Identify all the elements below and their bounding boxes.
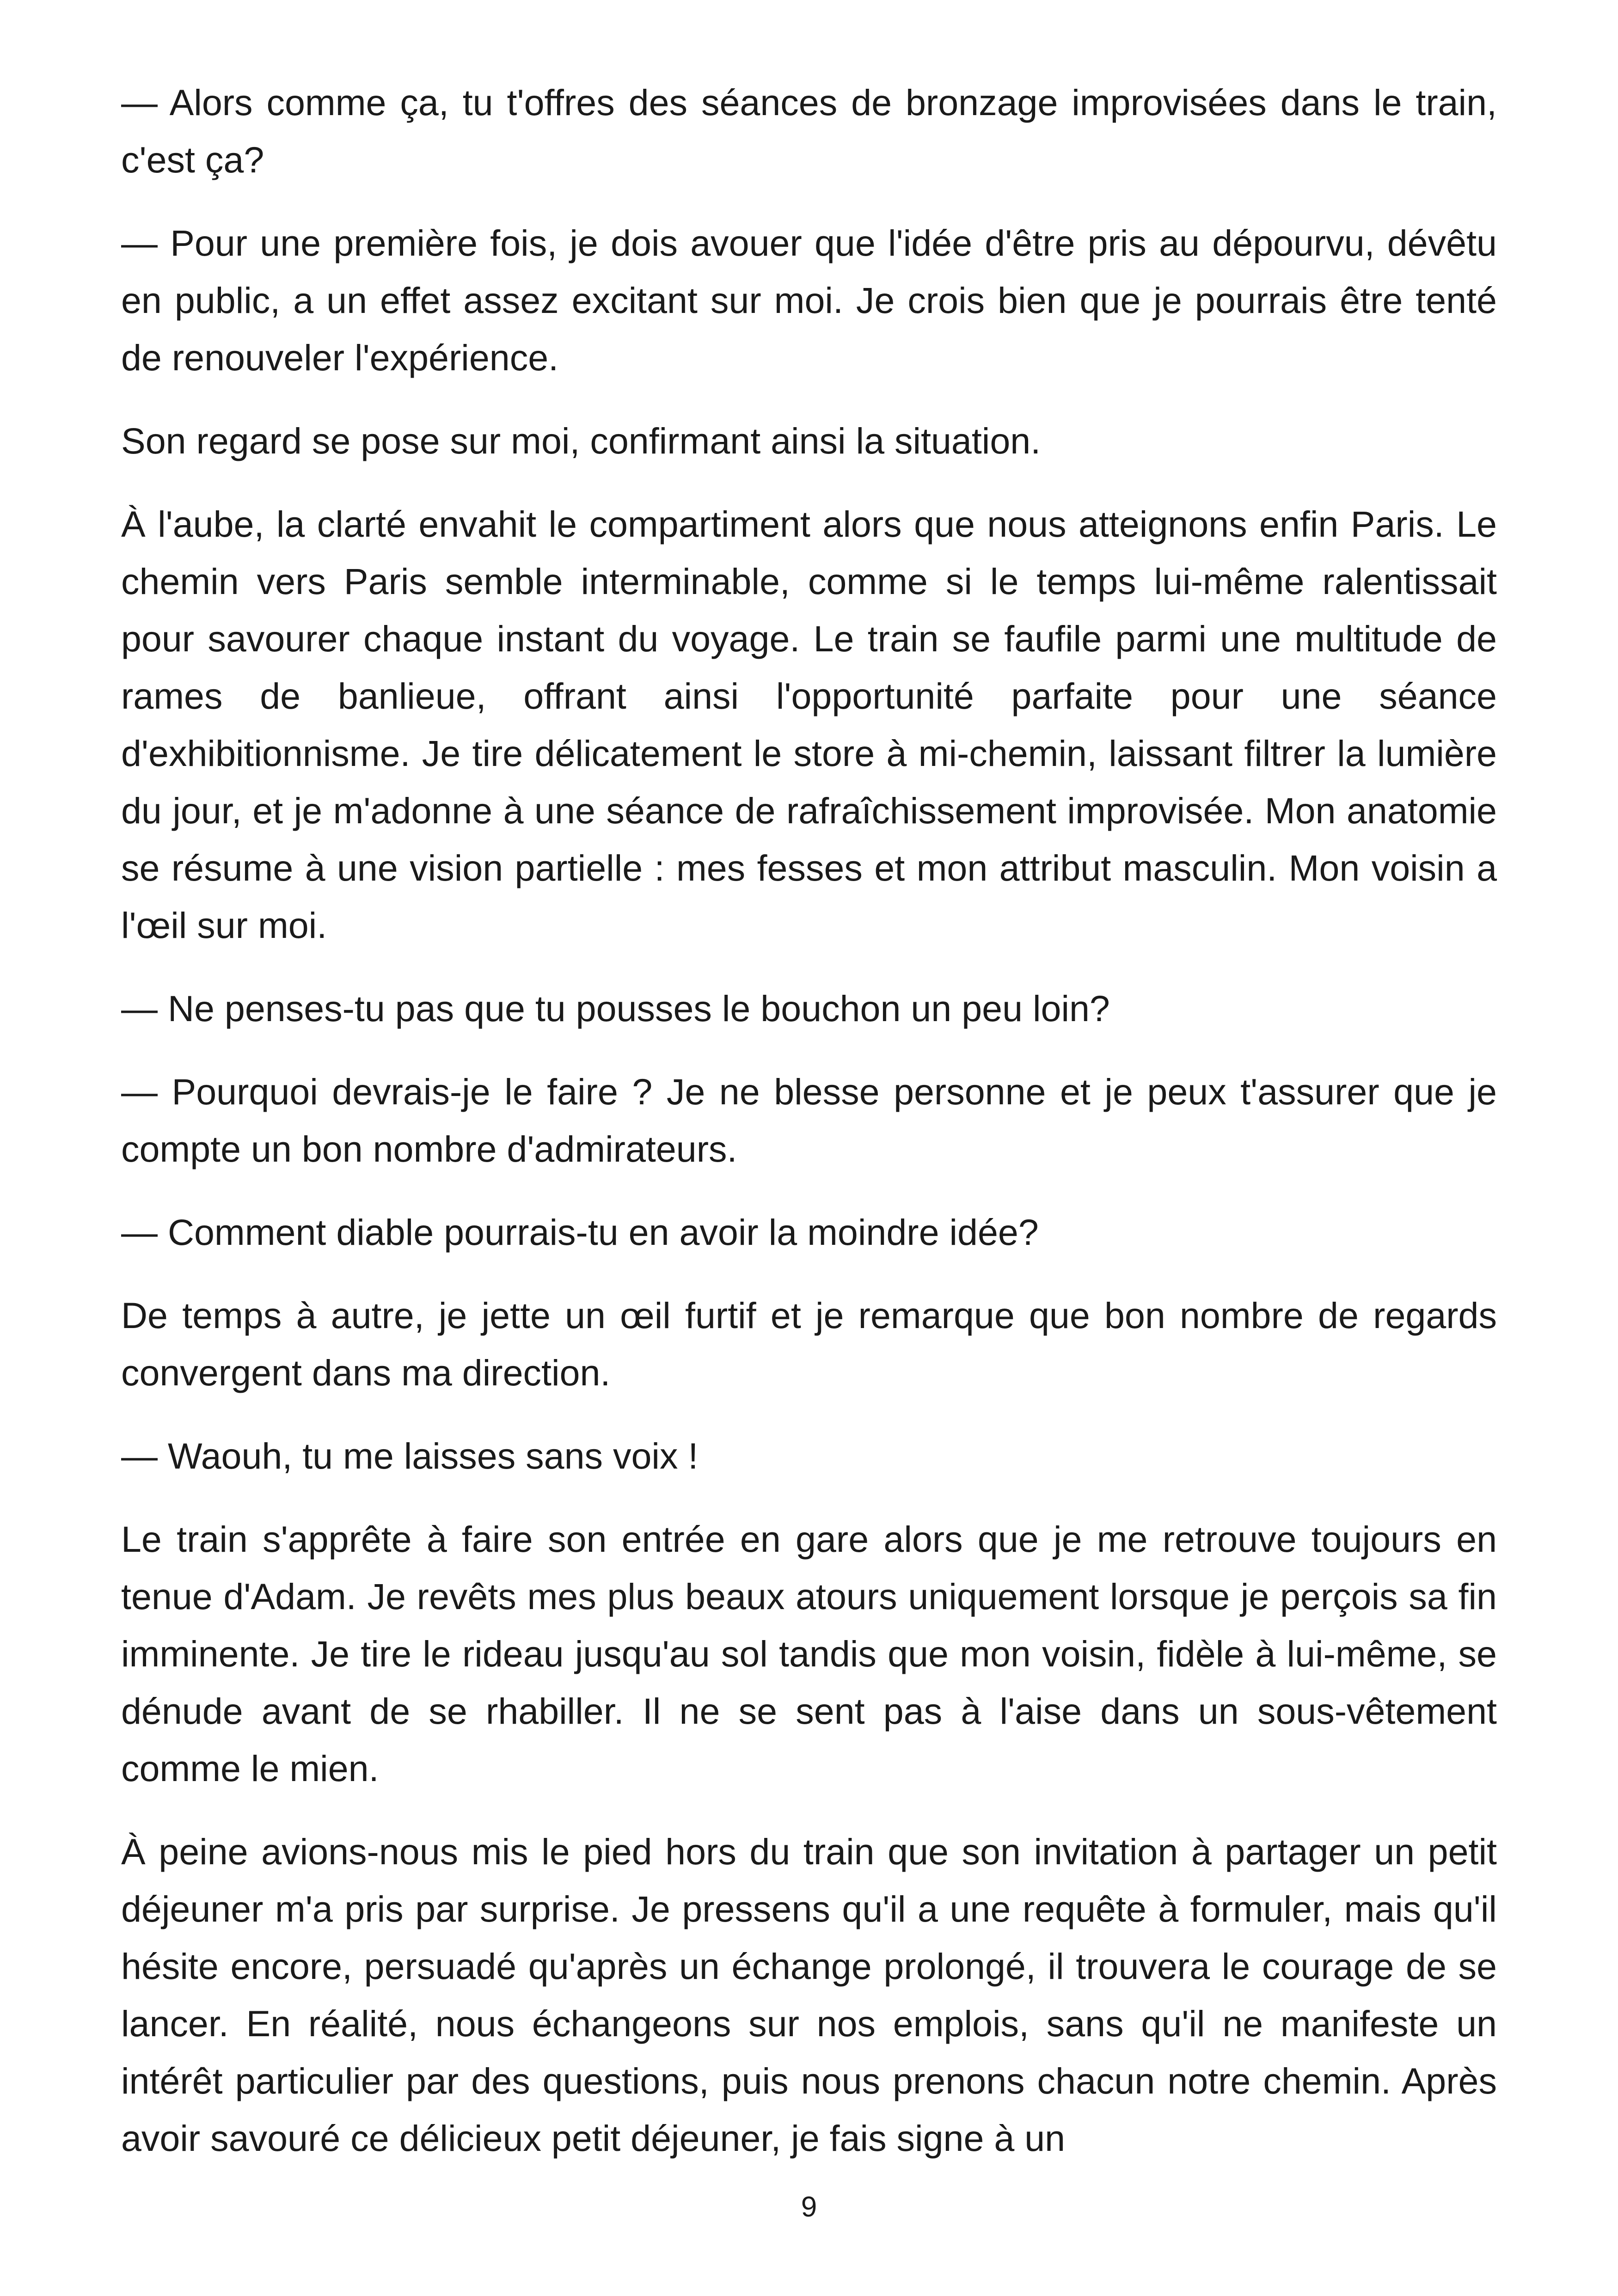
paragraph: — Pourquoi devrais-je le faire ? Je ne blesse personne et je peux t'assurer que je compte un bon nombre d'admirateurs.: [121, 1071, 1497, 1169]
paragraph: — Comment diable pourrais-tu en avoir la moindre idée?: [121, 1212, 1039, 1253]
paragraph: Son regard se pose sur moi, confirmant ainsi la situation.: [121, 420, 1041, 461]
paragraph: De temps à autre, je jette un œil furtif et je remarque que bon nombre de regards convergent dans ma direction.: [121, 1295, 1497, 1393]
paragraph: — Ne penses-tu pas que tu pousses le bouchon un peu loin?: [121, 988, 1110, 1029]
page-number: 9: [801, 2191, 817, 2223]
paragraph: — Alors comme ça, tu t'offres des séances de bronzage improvisées dans le train, c'est ça?: [121, 82, 1497, 180]
page-body: [121, 74, 1497, 2193]
paragraph: — Waouh, tu me laisses sans voix !: [121, 1435, 699, 1476]
paragraph: — Pour une première fois, je dois avouer que l'idée d'être pris au dépourvu, dévêtu en public, a un effet assez excitant sur moi. Je crois bien que je pourrais être tenté de renouveler l'expérience.: [121, 222, 1497, 378]
paragraph: Le train s'apprête à faire son entrée en gare alors que je me retrouve toujours en tenue d'Adam. Je revêts mes plus beaux atours uniquement lorsque je perçois sa fin imminente. Je tire le rideau jusqu'au sol tandis que mon voisin, fidèle à lui-même, se dénude avant de se rhabiller. Il ne se sent pas à l'aise dans un sous-vêtement comme le mien.: [121, 1518, 1497, 1789]
paragraph: À peine avions-nous mis le pied hors du train que son invitation à partager un petit déjeuner m'a pris par surprise. Je pressens qu'il a une requête à formuler, mais qu'il hésite encore, persuadé qu'après un échange prolongé, il trouvera le courage de se lancer. En réalité, nous échangeons sur nos emplois, sans qu'il ne manifeste un intérêt particulier par des questions, puis nous prenons chacun notre chemin. Après avoir savouré ce délicieux petit déjeuner, je fais signe à un: [121, 1831, 1497, 2159]
paragraph: À l'aube, la clarté envahit le compartiment alors que nous atteignons enfin Paris. Le chemin vers Paris semble interminable, comme si le temps lui-même ralentissait pour savourer chaque instant du voyage. Le train se faufile parmi une multitude de rames de banlieue, offrant ainsi l'opportunité parfaite pour une séance d'exhibitionnisme. Je tire délicatement le store à mi-chemin, laissant filtrer la lumière du jour, et je m'adonne à une séance de rafraîchissement improvisée. Mon anatomie se résume à une vision partielle : mes fesses et mon attribut masculin. Mon voisin a l'œil sur moi.: [121, 503, 1497, 946]
